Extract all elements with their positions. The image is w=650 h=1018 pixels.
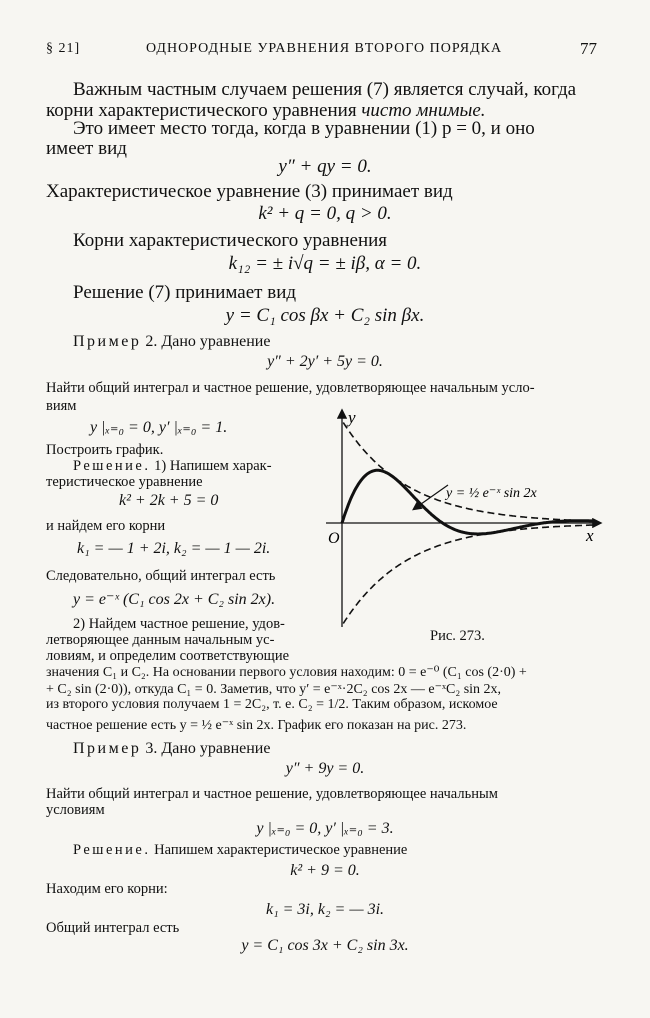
equation: k² + 9 = 0. — [290, 862, 360, 879]
text-line: ловиям, и определим соответствующие — [46, 648, 290, 664]
text-line: Найти общий интеграл и частное решение, удовлетворяющее начальным усло- — [46, 380, 535, 396]
text-line: виям — [46, 398, 77, 414]
equation: k² + 2k + 5 = 0 — [119, 492, 219, 509]
x-axis-label: x — [586, 526, 594, 545]
origin-label: O — [328, 530, 340, 547]
text-line: Корни характеристического уравнения — [73, 230, 388, 251]
equation: y |ₓ₌₀ = 0, y′ |ₓ₌₀ = 1. — [90, 419, 228, 436]
equation: y |ₓ₌₀ = 0, y′ |ₓ₌₀ = 3. — [256, 820, 394, 837]
emphasis: чисто мнимые. — [361, 100, 486, 121]
equation: y = e⁻ˣ (C₁ cos 2x + C₂ sin 2x). — [73, 591, 276, 608]
text-line: корни характеристического уравнения чисто мнимые. — [46, 100, 486, 121]
lower-envelope — [343, 525, 596, 624]
text-line: теристическое уравнение — [46, 474, 203, 490]
text-line: имеет вид — [46, 138, 127, 159]
page-number: 77 — [580, 39, 597, 58]
equation: y = C₁ cos βx + C₂ sin βx. — [225, 305, 425, 326]
text-line: Важным частным случаем решения (7) является случай, когда — [73, 79, 577, 100]
section-number: § 21] — [46, 41, 81, 56]
running-title: ОДНОРОДНЫЕ УРАВНЕНИЯ ВТОРОГО ПОРЯДКА — [146, 41, 503, 56]
solution-curve — [342, 470, 595, 534]
equation: k² + q = 0, q > 0. — [258, 203, 392, 224]
equation: y″ + 2y′ + 5y = 0. — [267, 353, 383, 370]
text-line: Решение. Напишем характеристическое уравнение — [73, 842, 408, 858]
text-line: Это имеет место тогда, когда в уравнении (1) p = 0, и оно — [73, 118, 535, 139]
text-line: условиям — [46, 802, 105, 818]
text-line: частное решение есть y = ½ e⁻ˣ sin 2x. График его показан на рис. 273. — [46, 718, 467, 733]
equation: y″ + qy = 0. — [278, 156, 372, 177]
text-line: значения C₁ и C₂. На основании первого условия находим: 0 = e⁻⁰ (C₁ cos (2·0) + — [46, 665, 527, 680]
curve-label: y = ½ e⁻ˣ sin 2x — [446, 486, 537, 501]
figure-273 — [318, 405, 608, 635]
text-line: Характеристическое уравнение (3) принимает вид — [46, 181, 453, 202]
example-heading: Пример 2. Дано уравнение — [73, 333, 271, 350]
text-line: и найдем его корни — [46, 518, 166, 534]
equation: y = C₁ cos 3x + C₂ sin 3x. — [241, 937, 409, 954]
equation: y″ + 9y = 0. — [285, 760, 365, 777]
text-line: Общий интеграл есть — [46, 920, 180, 936]
text-line: Находим его корни: — [46, 881, 168, 897]
text-line: Решение. 1) Напишем харак- — [73, 458, 272, 474]
text-line: + C₂ sin (2·0)), откуда C₁ = 0. Заметив, что y′ = e⁻ˣ·2C₂ cos 2x — e⁻ˣC₂ sin 2x, — [46, 682, 502, 697]
text-line: 2) Найдем частное решение, удов- — [73, 616, 285, 632]
equation: k₁ = — 1 + 2i, k₂ = — 1 — 2i. — [77, 540, 271, 557]
text-line: Решение (7) принимает вид — [73, 282, 297, 303]
text-line: Построить график. — [46, 442, 164, 458]
equation: k₁₂ = ± i√q = ± iβ, α = 0. — [228, 253, 422, 274]
text-line: летворяющее данным начальным ус- — [46, 632, 275, 648]
text-line: из второго условия получаем 1 = 2C₂, т. е. C₂ = 1/2. Таким образом, искомое — [46, 697, 498, 712]
example-heading: Пример 3. Дано уравнение — [73, 740, 271, 757]
equation: k₁ = 3i, k₂ = — 3i. — [265, 901, 385, 918]
label-pointer — [414, 485, 448, 509]
text-line: Следовательно, общий интеграл есть — [46, 568, 276, 584]
figure-caption: Рис. 273. — [430, 628, 485, 644]
text-line: Найти общий интеграл и частное решение, удовлетворяющее начальным — [46, 786, 498, 802]
y-axis-label: y — [348, 408, 356, 427]
